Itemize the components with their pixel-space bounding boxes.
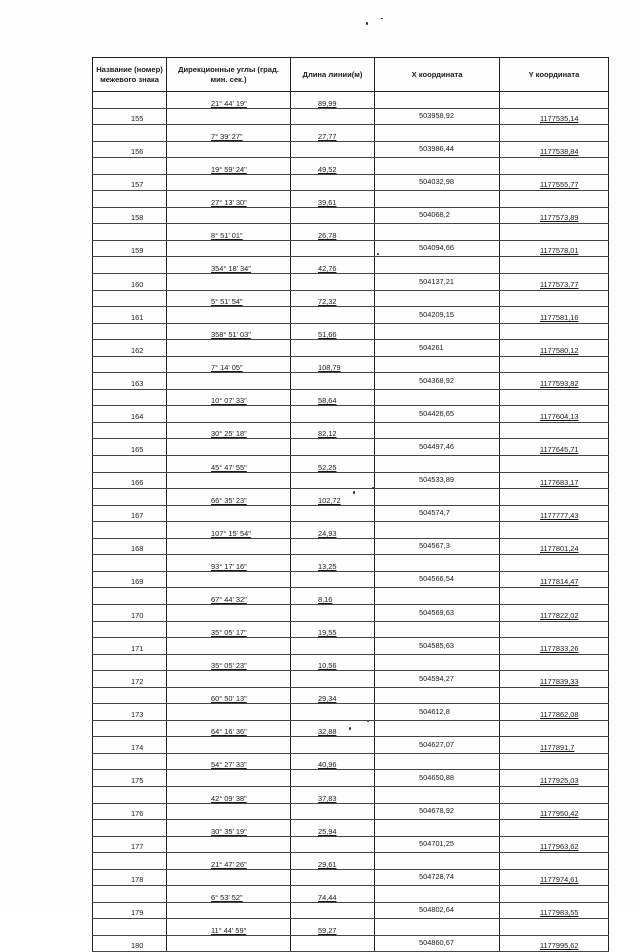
table-row (93, 704, 609, 721)
direction-angle: 5° 51' 54" (211, 297, 243, 307)
scan-speck (381, 18, 383, 19)
line-length: 58,64 (318, 396, 337, 406)
direction-angle: 66° 35' 23" (211, 495, 247, 505)
x-coordinate: 504533,89 (419, 475, 454, 485)
table-row (93, 604, 609, 621)
table-row (93, 737, 609, 754)
line-length: 29,34 (318, 694, 337, 704)
line-length: 19,55 (318, 628, 337, 638)
point-name: 180 (131, 941, 144, 951)
x-coordinate: 504802,64 (419, 905, 454, 915)
point-name: 167 (131, 511, 144, 521)
table-row (93, 853, 609, 870)
direction-angle: 7° 39' 27" (211, 131, 243, 141)
x-coordinate: 504567,3 (419, 541, 450, 551)
x-coordinate: 504209,15 (419, 309, 454, 319)
line-length: 29,61 (318, 859, 337, 869)
line-length: 24,93 (318, 528, 337, 538)
line-length: 42,76 (318, 264, 337, 274)
point-name: 172 (131, 676, 144, 686)
x-coordinate: 504497,46 (419, 442, 454, 452)
y-coordinate: 1177822,02 (540, 610, 579, 620)
table-row (93, 422, 609, 439)
line-length: 25,94 (318, 826, 337, 836)
point-name: 177 (131, 842, 144, 852)
point-name: 156 (131, 147, 144, 157)
y-coordinate: 1177555,77 (540, 180, 579, 190)
table-row (93, 869, 609, 886)
line-length: 13,25 (318, 561, 337, 571)
direction-angle: 35° 05' 23" (211, 661, 247, 671)
x-coordinate: 503958,92 (419, 111, 454, 121)
direction-angle: 27° 13' 30" (211, 197, 247, 207)
scan-speck (372, 487, 374, 489)
table-row (93, 340, 609, 357)
y-coordinate: 1177862,08 (540, 709, 579, 719)
point-name: 178 (131, 875, 144, 885)
x-coordinate: 504728,74 (419, 872, 454, 882)
y-coordinate: 1177573,77 (540, 279, 579, 289)
header-y-coordinate: Y координата (500, 58, 609, 92)
point-name: 175 (131, 775, 144, 785)
line-length: 26,78 (318, 230, 337, 240)
direction-angle: 64° 16' 36" (211, 727, 247, 737)
table-header-row (93, 58, 609, 92)
line-length: 49,52 (318, 164, 337, 174)
table-row (93, 654, 609, 671)
direction-angle: 358° 51' 03" (211, 330, 251, 340)
table-row (93, 456, 609, 473)
x-coordinate: 503986,44 (419, 144, 454, 154)
direction-angle: 8° 51' 01" (211, 230, 243, 240)
scan-speck (367, 721, 369, 722)
line-length: 74,44 (318, 892, 337, 902)
direction-angle: 10° 07' 33" (211, 396, 247, 406)
table-row (93, 638, 609, 655)
table-row (93, 886, 609, 903)
y-coordinate: 1177777,43 (540, 511, 579, 521)
table-row (93, 373, 609, 390)
direction-angle: 93° 17' 16" (211, 561, 247, 571)
x-coordinate: 504094,66 (419, 243, 454, 253)
table-row (93, 770, 609, 787)
point-name: 155 (131, 114, 144, 124)
table-row (93, 786, 609, 803)
y-coordinate: 1177573,89 (540, 213, 579, 223)
line-length: 10,56 (318, 661, 337, 671)
y-coordinate: 1177963,62 (540, 842, 579, 852)
table-row (93, 274, 609, 291)
table-row (93, 522, 609, 539)
table-row (93, 588, 609, 605)
table-row (93, 92, 609, 109)
direction-angle: 19° 59' 24" (211, 164, 247, 174)
table-row (93, 439, 609, 456)
point-name: 158 (131, 213, 144, 223)
y-coordinate: 1177538,84 (540, 147, 579, 157)
line-length: 39,61 (318, 197, 337, 207)
x-coordinate: 504137,21 (419, 276, 454, 286)
y-coordinate: 1177580,12 (540, 345, 579, 355)
direction-angle: 6° 53' 52" (211, 892, 243, 902)
line-length: 52,25 (318, 462, 337, 472)
table-row (93, 555, 609, 572)
direction-angle: 354° 18' 34" (211, 264, 251, 274)
y-coordinate: 1177950,42 (540, 809, 579, 819)
x-coordinate: 504068,2 (419, 210, 450, 220)
x-coordinate: 504566,54 (419, 574, 454, 584)
y-coordinate: 1177833,26 (540, 643, 579, 653)
y-coordinate: 1177578,01 (540, 246, 579, 256)
table-row (93, 307, 609, 324)
table-row (93, 935, 609, 952)
y-coordinate: 1177801,24 (540, 544, 579, 554)
coordinates-table (92, 57, 609, 952)
x-coordinate: 504574,7 (419, 508, 450, 518)
point-name: 163 (131, 378, 144, 388)
y-coordinate: 1177995,62 (540, 941, 579, 951)
point-name: 176 (131, 809, 144, 819)
x-coordinate: 504860,67 (419, 938, 454, 948)
table-row (93, 671, 609, 688)
point-name: 170 (131, 610, 144, 620)
direction-angle: 11° 44' 59" (211, 925, 247, 935)
table-row (93, 158, 609, 175)
point-name: 164 (131, 411, 144, 421)
table-row (93, 191, 609, 208)
y-coordinate: 1177581,16 (540, 312, 579, 322)
point-name: 157 (131, 180, 144, 190)
point-name: 159 (131, 246, 144, 256)
x-coordinate: 504627,07 (419, 739, 454, 749)
table-row (93, 406, 609, 423)
direction-angle: 30° 35' 19" (211, 826, 247, 836)
table-row (93, 125, 609, 142)
table-row (93, 323, 609, 340)
y-coordinate: 1177593,82 (540, 378, 579, 388)
line-length: 102,72 (318, 495, 341, 505)
x-coordinate: 504594,27 (419, 673, 454, 683)
table-row (93, 224, 609, 241)
table-row (93, 174, 609, 191)
x-coordinate: 504569,63 (419, 607, 454, 617)
line-length: 89,99 (318, 98, 337, 108)
table-row (93, 489, 609, 506)
y-coordinate: 1177683,17 (540, 478, 579, 488)
line-length: 37,83 (318, 793, 337, 803)
direction-angle: 21° 47' 26" (211, 859, 247, 869)
table-row (93, 240, 609, 257)
table-row (93, 472, 609, 489)
x-coordinate: 504261 (419, 342, 444, 352)
direction-angle: 45° 47' 55" (211, 462, 247, 472)
point-name: 179 (131, 908, 144, 918)
point-name: 173 (131, 709, 144, 719)
y-coordinate: 1177925,03 (540, 775, 579, 785)
header-line-length: Длина линии(м) (291, 58, 375, 92)
line-length: 27,77 (318, 131, 337, 141)
x-coordinate: 504650,88 (419, 772, 454, 782)
point-name: 161 (131, 312, 144, 322)
table-row (93, 505, 609, 522)
table-row (93, 538, 609, 555)
direction-angle: 60° 50' 13" (211, 694, 247, 704)
table-row (93, 207, 609, 224)
y-coordinate: 1177535,14 (540, 114, 579, 124)
line-length: 51,66 (318, 330, 337, 340)
direction-angle: 107° 15' 54" (211, 528, 251, 538)
line-length: 40,96 (318, 760, 337, 770)
point-name: 169 (131, 577, 144, 587)
table-row (93, 290, 609, 307)
line-length: 82,12 (318, 429, 337, 439)
y-coordinate: 1177974,61 (540, 875, 579, 885)
table-row (93, 356, 609, 373)
table-row (93, 803, 609, 820)
point-name: 168 (131, 544, 144, 554)
x-coordinate: 504701,25 (419, 839, 454, 849)
table-row (93, 257, 609, 274)
x-coordinate: 504585,63 (419, 640, 454, 650)
y-coordinate: 1177645,71 (540, 445, 579, 455)
direction-angle: 7° 14' 05" (211, 363, 243, 373)
table-row (93, 571, 609, 588)
y-coordinate: 1177891,7 (540, 742, 575, 752)
point-name: 171 (131, 643, 144, 653)
direction-angle: 30° 25' 18" (211, 429, 247, 439)
table-row (93, 687, 609, 704)
direction-angle: 21° 44' 19" (211, 98, 247, 108)
table-row (93, 389, 609, 406)
direction-angle: 67° 44' 32" (211, 594, 247, 604)
x-coordinate: 504032,98 (419, 177, 454, 187)
table-row (93, 820, 609, 837)
point-name: 166 (131, 478, 144, 488)
table-row (93, 919, 609, 936)
x-coordinate: 504612,8 (419, 706, 450, 716)
table-row (93, 141, 609, 158)
point-name: 174 (131, 742, 144, 752)
line-length: 59,27 (318, 925, 337, 935)
y-coordinate: 1177604,13 (540, 411, 579, 421)
point-name: 160 (131, 279, 144, 289)
line-length: 108,79 (318, 363, 341, 373)
line-length: 72,32 (318, 297, 337, 307)
table-body (93, 92, 609, 952)
y-coordinate: 1177814,47 (540, 577, 579, 587)
line-length: 32,88 (318, 727, 337, 737)
scan-speck (366, 22, 368, 25)
point-name: 162 (131, 345, 144, 355)
direction-angle: 42° 09' 38" (211, 793, 247, 803)
x-coordinate: 504426,65 (419, 408, 454, 418)
line-length: 8,16 (318, 594, 333, 604)
direction-angle: 35° 05' 17" (211, 628, 247, 638)
table-row (93, 621, 609, 638)
x-coordinate: 504368,92 (419, 375, 454, 385)
header-point-name: Название (номер) межевого знака (93, 58, 167, 92)
scan-speck (377, 253, 379, 255)
point-name: 165 (131, 445, 144, 455)
y-coordinate: 1177839,33 (540, 676, 579, 686)
table-row (93, 108, 609, 125)
header-direction-angles: Дирекционные углы (град. мин. сек.) (167, 58, 291, 92)
y-coordinate: 1177983,55 (540, 908, 579, 918)
x-coordinate: 504678,92 (419, 806, 454, 816)
table-row (93, 753, 609, 770)
scan-speck (353, 491, 355, 494)
header-x-coordinate: X координата (375, 58, 500, 92)
direction-angle: 54° 27' 33" (211, 760, 247, 770)
scan-speck (349, 727, 351, 730)
table-row (93, 836, 609, 853)
